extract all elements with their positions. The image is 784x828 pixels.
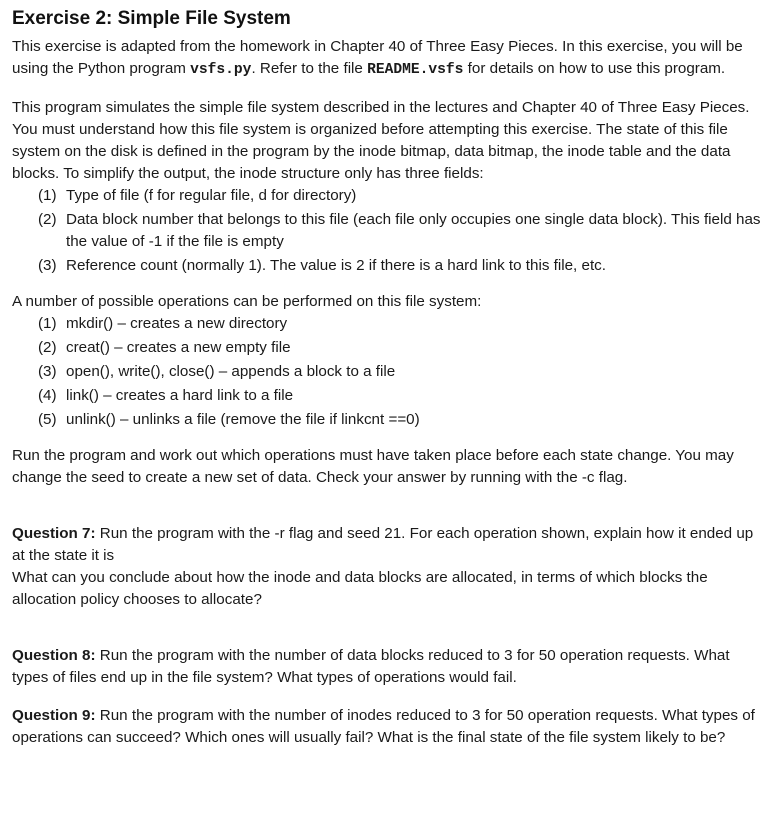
run-instructions: Run the program and work out which operations must have taken place before each state change. You may change the seed to create a new set of data. Check your answer by running with the -c flag. [12, 447, 734, 486]
operations-intro: A number of possible operations can be performed on this file system: [12, 293, 482, 310]
list-item [38, 337, 768, 359]
operations-list [12, 313, 768, 431]
question-7 [12, 523, 768, 567]
spacer [12, 81, 768, 97]
list-item-number: (3) [38, 257, 57, 274]
question-7-followup: What can you conclude about how the inode and data blocks are allocated, in terms of which blocks the allocation policy chooses to allocate? [12, 569, 708, 608]
list-item-number: (3) [38, 363, 57, 380]
spacer [12, 489, 768, 523]
inode-fields-list [12, 185, 768, 277]
list-item [38, 185, 768, 207]
list-item-text: unlink() – unlinks a file (remove the file if linkcnt ==0) [66, 411, 420, 428]
list-item-text: Reference count (normally 1). The value is 2 if there is a hard link to this file, etc. [66, 257, 606, 274]
list-item [38, 209, 768, 253]
description-paragraph: This program simulates the simple file system described in the lectures and Chapter 40 of Three Easy Pieces. You must understand how this file system is organized before attempting this exercise. The state of this file system on the disk is defined in the program by the inode bitmap, data bitmap, the inode table and the data blocks. To simplify the output, the inode structure only has three fields: [12, 99, 750, 182]
list-item-number: (1) [38, 315, 57, 332]
intro-text-1: This exercise is adapted from the homework in Chapter 40 of Three Easy Pieces. In this exercise, you will be using the Python program [12, 38, 743, 77]
list-item-number: (2) [38, 339, 57, 356]
intro-text-3: for details on how to use this program. [463, 60, 726, 77]
list-item [38, 361, 768, 383]
list-item-number: (1) [38, 187, 57, 204]
spacer [12, 433, 768, 445]
intro-text-2: . Refer to the file [251, 60, 368, 77]
question-text: Run the program with the number of inodes reduced to 3 for 50 operation requests. What types of operations can succeed? Which ones will usually fail? What is the final state of the file system likely to be? [12, 707, 755, 746]
exercise-title: Exercise 2: Simple File System [12, 8, 291, 29]
spacer [12, 611, 768, 645]
question-9 [12, 705, 768, 749]
list-item [38, 313, 768, 335]
program-filename: vsfs.py [190, 62, 252, 78]
list-item-number: (2) [38, 211, 57, 228]
list-item-text: Data block number that belongs to this file (each file only occupies one single data block). This field has the value of -1 if the file is empty [66, 211, 761, 250]
list-item-text: creat() – creates a new empty file [66, 339, 291, 356]
question-text: Run the program with the number of data blocks reduced to 3 for 50 operation requests. What types of files end up in the file system? What types of operations would fail. [12, 647, 730, 686]
list-item-text: link() – creates a hard link to a file [66, 387, 294, 404]
spacer [12, 689, 768, 705]
question-label: Question 9: [12, 707, 96, 724]
list-item-number: (4) [38, 387, 57, 404]
question-text: Run the program with the -r flag and seed 21. For each operation shown, explain how it ended up at the state it is [12, 525, 754, 564]
list-item [38, 255, 768, 277]
list-item [38, 385, 768, 407]
list-item-text: mkdir() – creates a new directory [66, 315, 288, 332]
spacer [12, 279, 768, 291]
list-item-number: (5) [38, 411, 57, 428]
question-label: Question 7: [12, 525, 96, 542]
question-label: Question 8: [12, 647, 96, 664]
readme-filename: README.vsfs [367, 62, 464, 78]
list-item [38, 409, 768, 431]
list-item-text: Type of file (f for regular file, d for directory) [66, 187, 357, 204]
question-8 [12, 645, 768, 689]
list-item-text: open(), write(), close() – appends a block to a file [66, 363, 396, 380]
intro-paragraph [12, 36, 768, 81]
